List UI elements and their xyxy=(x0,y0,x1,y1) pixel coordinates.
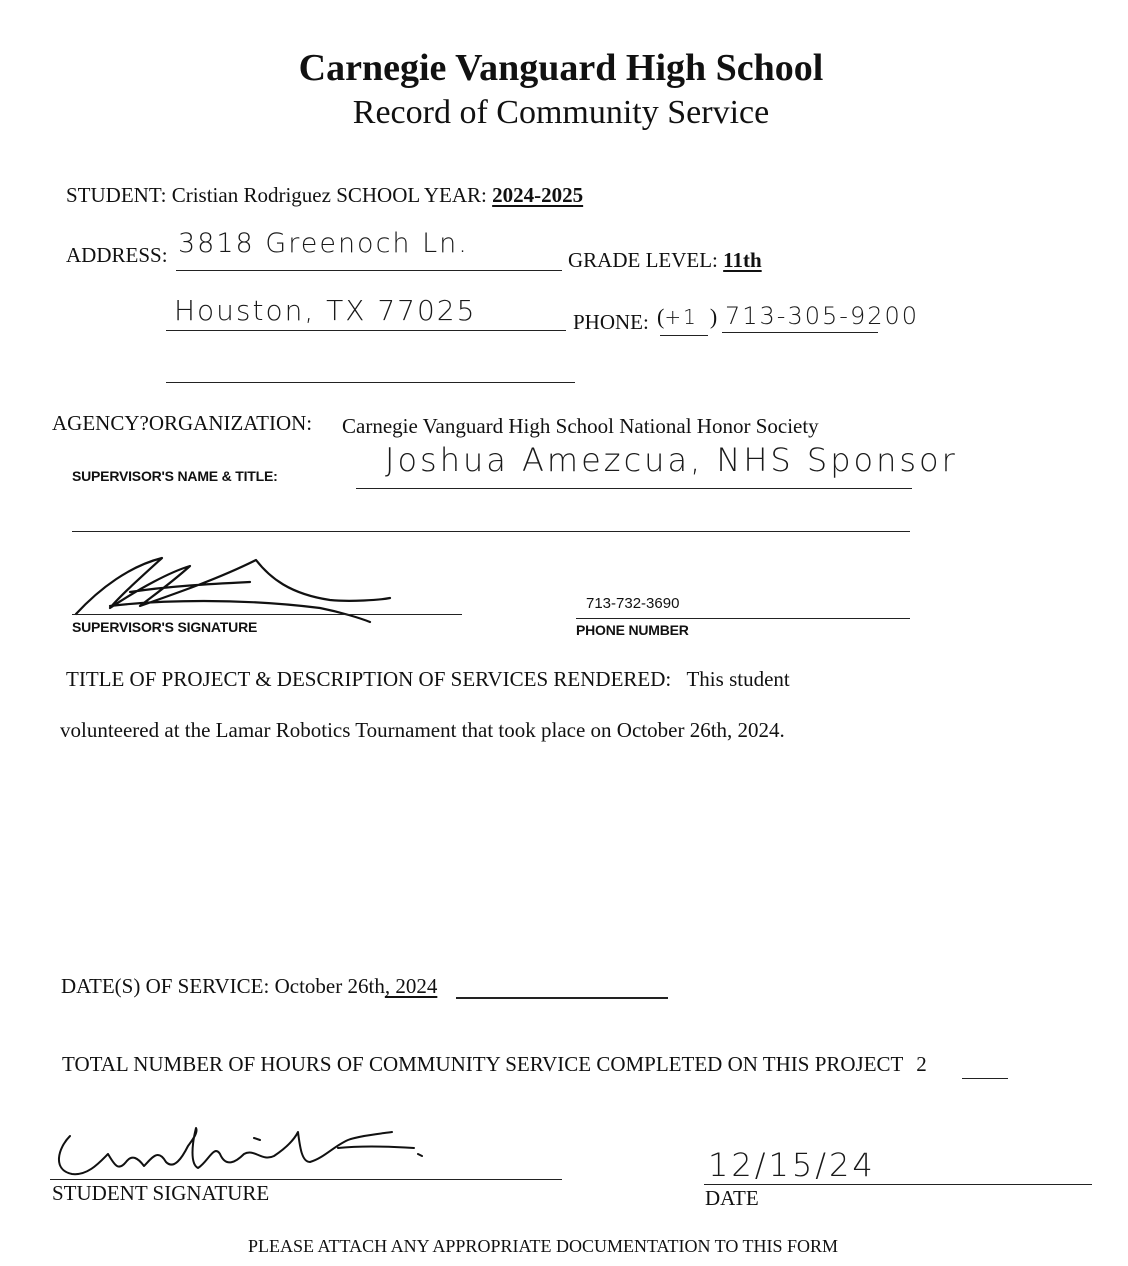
phone-label: PHONE: xyxy=(573,310,649,334)
student-label: STUDENT: xyxy=(66,183,167,207)
hours-label: TOTAL NUMBER OF HOURS OF COMMUNITY SERVICE COMPLETED ON THIS PROJECT xyxy=(62,1052,903,1076)
project-description-rest[interactable]: volunteered at the Lamar Robotics Tournament that took place on October 26th, 2024. xyxy=(60,718,785,742)
supervisor-signature-label: SUPERVISOR'S SIGNATURE xyxy=(72,619,258,635)
supervisor-phone-rule xyxy=(576,618,910,619)
address-line-3-rule xyxy=(166,382,575,383)
supervisor-phone-label: PHONE NUMBER xyxy=(576,622,689,638)
date-label: DATE xyxy=(705,1186,759,1210)
student-signature-label: STUDENT SIGNATURE xyxy=(52,1181,270,1205)
school-year-value[interactable]: 2024-2025 xyxy=(492,183,584,207)
student-signature-rule xyxy=(50,1179,562,1180)
supervisor-phone-number[interactable]: 713-732-3690 xyxy=(586,595,680,612)
address-label: ADDRESS: xyxy=(66,243,168,267)
hours-row xyxy=(62,1052,927,1077)
agency-label: AGENCY?ORGANIZATION: xyxy=(52,411,313,435)
form-title: Record of Community Service xyxy=(352,94,770,131)
project-description-start[interactable]: This student xyxy=(686,667,790,691)
attach-note: PLEASE ATTACH ANY APPROPRIATE DOCUMENTATION TO THIS FORM xyxy=(248,1236,839,1256)
supervisor-name-title[interactable]: Joshua Amezcua, NHS Sponsor xyxy=(385,441,958,479)
agency-name[interactable]: Carnegie Vanguard High School National Honor Society xyxy=(342,414,819,438)
supervisor-name-label: SUPERVISOR'S NAME & TITLE: xyxy=(72,468,278,484)
school-name: Carnegie Vanguard High School xyxy=(298,47,824,89)
supervisor-signature-image[interactable] xyxy=(70,548,400,628)
school-year-label: SCHOOL YEAR: xyxy=(336,183,487,207)
dates-year[interactable]: , 2024 xyxy=(384,974,438,998)
phone-area-wrap: (+1 ) xyxy=(657,304,718,329)
phone-area-code[interactable]: +1 xyxy=(664,305,698,329)
grade-row xyxy=(568,248,762,273)
dates-row xyxy=(61,974,437,999)
address-line-1[interactable]: 3818 Greenoch Ln. xyxy=(178,228,469,259)
address-line-2[interactable]: Houston, TX 77025 xyxy=(174,294,477,327)
hours-value[interactable]: 2 xyxy=(916,1052,927,1076)
dates-value[interactable]: October 26th xyxy=(274,974,385,998)
student-name[interactable]: Cristian Rodriguez xyxy=(171,183,331,207)
supervisor-signature-rule xyxy=(72,614,462,615)
grade-label: GRADE LEVEL: xyxy=(568,248,718,272)
date-value[interactable]: 12/15/24 xyxy=(708,1146,876,1184)
project-row xyxy=(66,667,790,692)
address-line-2-rule xyxy=(166,330,566,331)
address-line-1-rule xyxy=(176,270,562,271)
phone-number-rule xyxy=(722,332,878,333)
supervisor-extra-rule xyxy=(72,531,910,532)
phone-area-rule xyxy=(660,335,708,336)
date-rule xyxy=(704,1184,1092,1185)
student-row xyxy=(66,183,583,208)
dates-rule xyxy=(456,997,668,999)
hours-rule xyxy=(962,1078,1008,1079)
phone-number[interactable]: 713-305-9200 xyxy=(725,302,920,330)
grade-value[interactable]: 11th xyxy=(723,248,762,272)
dates-label: DATE(S) OF SERVICE: xyxy=(61,974,270,998)
project-label: TITLE OF PROJECT & DESCRIPTION OF SERVICES RENDERED: xyxy=(66,667,672,691)
supervisor-name-rule xyxy=(356,488,912,489)
student-signature-image[interactable] xyxy=(48,1118,428,1180)
